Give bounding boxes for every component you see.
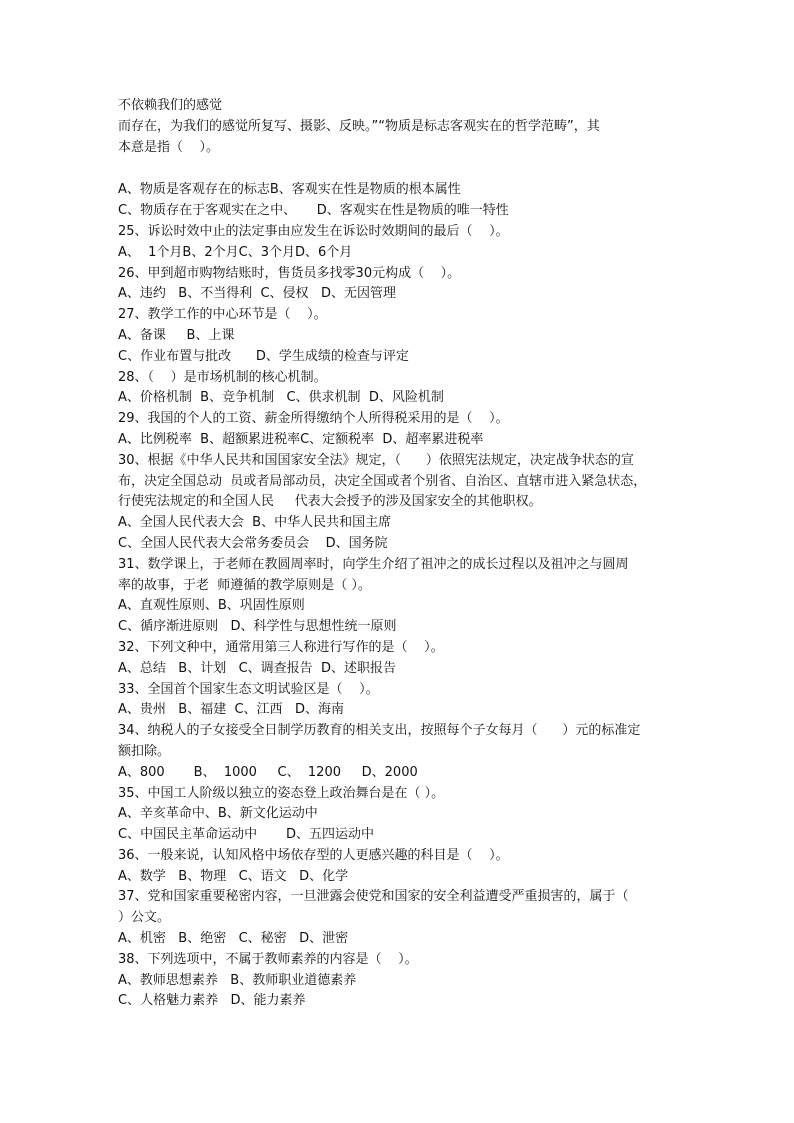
options-line: C、循序渐进原则 D、科学性与思想性统一原则 [118, 619, 397, 635]
options-line: A、辛亥革命中、B、新文化运动中 [118, 806, 318, 822]
question-line: 35、中国工人阶级以独立的姿态登上政治舞台是在（ ）。 [118, 785, 445, 801]
options-line: A、贵州 B、福建 C、江西 D、海南 [118, 702, 344, 718]
text-line: 而存在，为我们的感觉所复写、摄影、反映。”“物质是标志客观实在的哲学范畴”，其 [118, 118, 600, 134]
options-line: A、备课 B、上课 [118, 327, 235, 343]
options-line: A、数学 B、物理 C、语文 D、化学 [118, 868, 349, 884]
question-line: 34、纳税人的子女接受全日制学历教育的相关支出，按照每个子女每月（ ）元的标准定 [118, 723, 641, 739]
text-line: 不依赖我们的感觉 [118, 98, 223, 113]
question-line: 额扣除。 [118, 743, 171, 759]
text-line: 本意是指（ ）。 [118, 139, 220, 155]
question-line: 27、教学工作的中心环节是（ ）。 [118, 307, 327, 323]
question-line: 30、根据《中华人民共和国国家安全法》规定，（ ）依照宪法规定，决定战争状态的宣 [118, 452, 634, 468]
options-line: A、比例税率 B、超额累进税率C、定额税率 D、超率累进税率 [118, 431, 484, 447]
options-line: C、全国人民代表大会常务委员会 D、国务院 [118, 535, 388, 551]
question-line: 25、诉讼时效中止的法定事由应发生在诉讼时效期间的最后（ ）。 [118, 223, 509, 239]
options-line: A、总结 B、计划 C、调查报告 D、述职报告 [118, 660, 396, 676]
question-line: 33、全国首个国家生态文明试验区是（ ）。 [118, 681, 379, 697]
options-line: A、违约 B、不当得利 C、侵权 D、无因管理 [118, 286, 396, 302]
question-line: 行使宪法规定的和全国人民 代表大会授予的涉及国家安全的其他职权。 [118, 494, 542, 510]
options-line: A、价格机制 B、竞争机制 C、供求机制 D、风险机制 [118, 390, 444, 406]
question-line: 29、我国的个人的工资、薪金所得缴纳个人所得税采用的是（ ）。 [118, 411, 509, 427]
options-line: C、作业布置与批改 D、学生成绩的检查与评定 [118, 348, 409, 364]
question-line: 率的故事，于老 师遵循的教学原则是（ ）。 [118, 577, 371, 593]
question-line: 布，决定全国总动 员或者局部动员，决定全国或者个别省、自治区、直辖市进入紧急状态， [118, 473, 647, 489]
question-line: 38、下列选项中，不属于教师素养的内容是（ ）。 [118, 951, 418, 967]
options-line: A、 1个月B、2个月C、3个月D、6个月 [118, 244, 353, 260]
text-line: A、物质是客观存在的标志B、客观实在性是物质的根本属性 [118, 182, 461, 198]
question-line: 37、党和国家重要秘密内容，一旦泄露会使党和国家的安全利益遭受严重损害的，属于（ [118, 889, 629, 905]
document-body [118, 96, 688, 1012]
options-line: C、人格魅力素养 D、能力素养 [118, 993, 306, 1009]
question-line: 31、数学课上，于老师在教圆周率时，向学生介绍了祖冲之的成长过程以及祖冲之与圆周 [118, 556, 629, 572]
options-line: A、直观性原则、B、巩固性原则 [118, 598, 305, 614]
question-line: 36、一般来说，认知风格中场依存型的人更感兴趣的科目是（ ）。 [118, 847, 509, 863]
blank-line [118, 158, 688, 180]
question-line: 28、（ ）是市场机制的核心机制。 [118, 369, 327, 385]
question-line: 26、甲到超市购物结账时，售货员多找零30元构成（ ）。 [118, 265, 461, 281]
text-line: C、物质存在于客观实在之中、 D、客观实在性是物质的唯一特性 [118, 203, 509, 219]
options-line: C、中国民主革命运动中 D、五四运动中 [118, 827, 375, 843]
options-line: A、全国人民代表大会 B、中华人民共和国主席 [118, 515, 392, 531]
options-line: A、机密 B、绝密 C、秘密 D、泄密 [118, 931, 349, 947]
question-line: ）公文。 [118, 910, 171, 926]
options-line: A、教师思想素养 B、教师职业道德素养 [118, 972, 357, 988]
options-line: A、800 B、 1000 C、 1200 D、2000 [118, 764, 418, 780]
question-line: 32、下列文种中，通常用第三人称进行写作的是（ ）。 [118, 639, 444, 655]
